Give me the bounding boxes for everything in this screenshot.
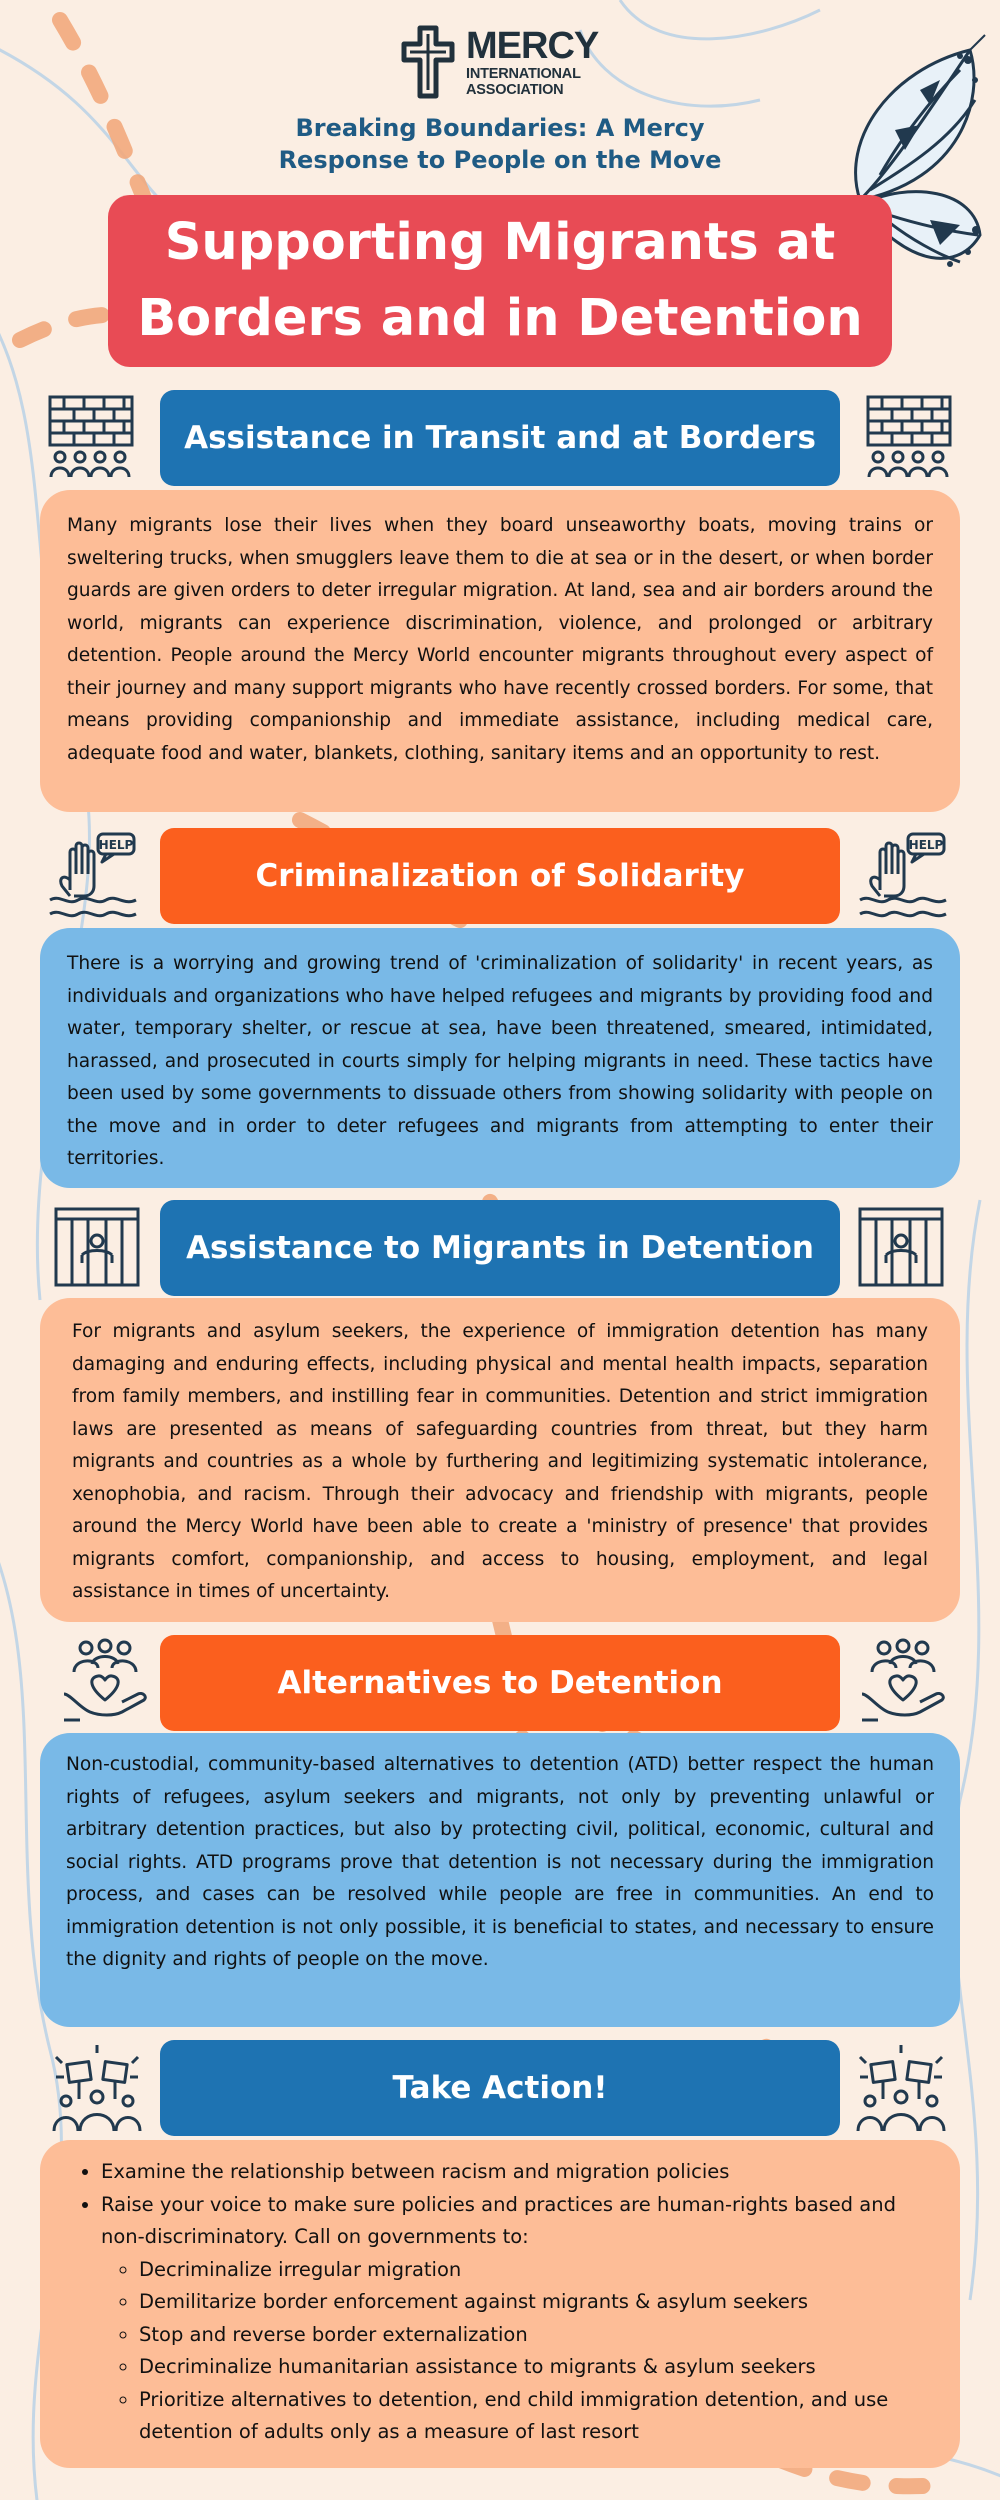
border-wall-crowd-icon (46, 393, 136, 483)
action-items (67, 2156, 933, 2449)
mercy-cross-icon (398, 22, 458, 102)
main-title: Supporting Migrants at Borders and in Detention (108, 195, 892, 367)
action-sub-item: ◦ Decriminalize humanitarian assistance to migrants & asylum seekers (139, 2351, 933, 2384)
logo-line-mercy: MERCY (466, 24, 599, 67)
section-heading-transit-borders: Assistance in Transit and at Borders (160, 390, 840, 486)
campaign-subtitle: Breaking Boundaries: A Mercy Response to People on the Move (278, 114, 722, 174)
action-sub-item: ◦ Demilitarize border enforcement against migrants & asylum seekers (139, 2286, 933, 2319)
action-sub-item: ◦ Decriminalize irregular migration (139, 2254, 933, 2287)
section-body-criminalization: There is a worrying and growing trend of 'criminalization of solidarity' in recent years, as individuals and organizations who have helped refugees and migrants by providing food and water, temporary shelter, or rescue at sea, have been threatened, smeared, intimidated, harassed, and prosecuted in courts simply for helping migrants in need. These tactics have been used by some governments to dissuade others from showing solidarity with people on the move and in order to deter refugees and migrants from attempting to enter their territories. (40, 928, 960, 1188)
community-care-icon (60, 1638, 150, 1728)
help-hand-icon (48, 830, 138, 920)
action-item: • Examine the relationship between racism and migration policies (101, 2156, 933, 2189)
action-sub-items (101, 2254, 933, 2449)
protest-crowd-icon (52, 2043, 142, 2133)
border-wall-crowd-icon (864, 393, 954, 483)
help-hand-icon (858, 830, 948, 920)
section-heading-alternatives: Alternatives to Detention (160, 1635, 840, 1731)
prison-bars-icon (856, 1205, 946, 1295)
svg-text:HELP: HELP (98, 838, 134, 852)
section-heading-detention: Assistance to Migrants in Detention (160, 1200, 840, 1296)
take-action-list (40, 2140, 960, 2468)
logo-line-association: ASSOCIATION (466, 82, 564, 98)
action-sub-item: ◦ Stop and reverse border externalization (139, 2319, 933, 2352)
community-care-icon (858, 1638, 948, 1728)
protest-crowd-icon (856, 2043, 946, 2133)
prison-bars-icon (52, 1205, 142, 1295)
svg-text:HELP: HELP (908, 838, 944, 852)
section-body-transit-borders: Many migrants lose their lives when they board unseaworthy boats, moving trains or sweltering trucks, when smugglers leave them to die at sea or in the desert, or when border guards are given orders to deter irregular migration. At land, sea and air borders around the world, migrants can experience discrimination, violence, and prolonged or arbitrary detention. People around the Mercy World encounter migrants throughout every aspect of their journey and many support migrants who have recently crossed borders. For some, that means providing companionship and immediate assistance, including medical care, adequate food and water, blankets, clothing, sanitary items and an opportunity to rest. (40, 490, 960, 812)
section-body-detention: For migrants and asylum seekers, the experience of immigration detention has many damaging and enduring effects, including physical and mental health impacts, separation from family members, and instilling fear in communities. Detention and strict immigration laws are presented as means of safeguarding countries from threat, but they harm migrants and countries as a whole by furthering and legitimizing systematic intolerance, xenophobia, and racism. Through their advocacy and friendship with migrants, people around the Mercy World have been able to create a 'ministry of presence' that provides migrants comfort, companionship, and access to housing, employment, and legal assistance in times of uncertainty. (40, 1298, 960, 1622)
action-item: Raise your voice to make sure policies and practices are human-rights based and non-discriminatory. Call on governments to: (101, 2192, 896, 2248)
section-heading-criminalization: Criminalization of Solidarity (160, 828, 840, 924)
action-item-with-subitems (101, 2189, 933, 2449)
logo-text (466, 24, 599, 98)
mercy-logo (398, 22, 608, 102)
section-heading-take-action: Take Action! (160, 2040, 840, 2136)
section-body-alternatives: Non-custodial, community-based alternatives to detention (ATD) better respect the human rights of refugees, asylum seekers and migrants, not only by preventing unlawful or arbitrary detention practices, but also by protecting civil, political, economic, cultural and social rights. ATD programs prove that detention is not necessary during the immigration process, and cases can be resolved while people are free in communities. An end to immigration detention is not only possible, it is beneficial to states, and necessary to ensure the dignity and rights of people on the move. (40, 1733, 960, 2027)
action-sub-item: ◦ Prioritize alternatives to detention, end child immigration detention, and use detention of adults only as a measure of last resort (139, 2384, 933, 2449)
logo-line-international: INTERNATIONAL (466, 65, 581, 82)
